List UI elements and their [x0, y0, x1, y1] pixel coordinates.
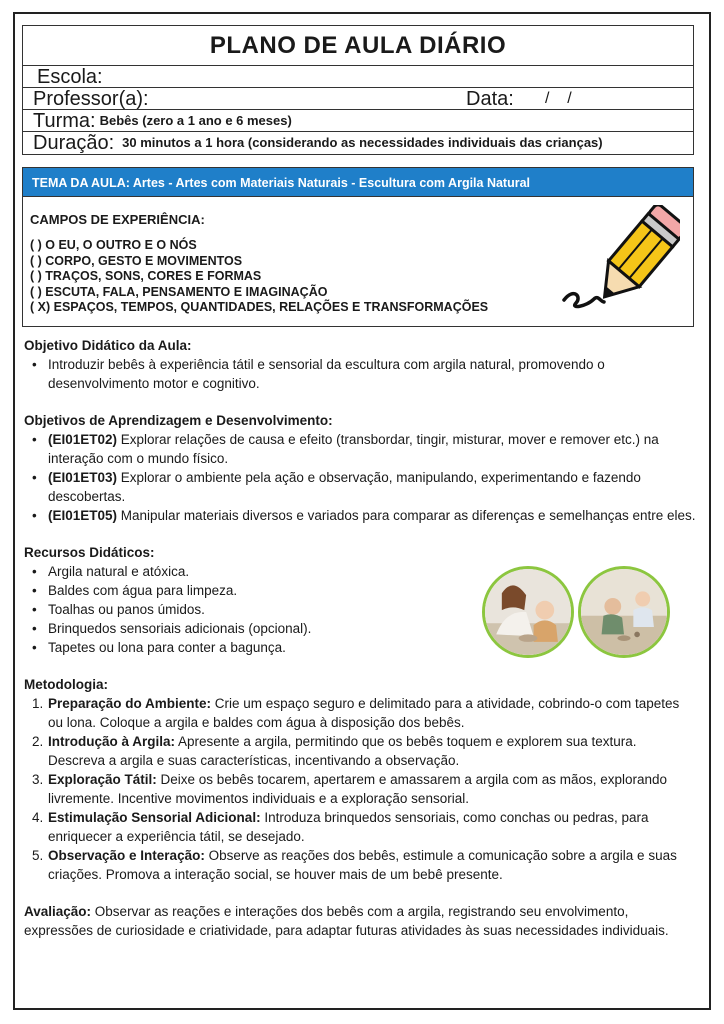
campos-title: CAMPOS DE EXPERIÊNCIA: [30, 212, 205, 227]
list-item [24, 732, 696, 770]
escola-label: Escola: [37, 66, 103, 88]
objetivos-aprendizagem-title: Objetivos de Aprendizagem e Desenvolvimento: [24, 413, 333, 428]
campo-item: ( ) TRAÇOS, SONS, CORES E FORMAS [30, 269, 262, 283]
step-lead: Exploração Tátil: [48, 772, 157, 787]
step-lead: Preparação do Ambiente: [48, 696, 212, 711]
step-lead: Estimulação Sensorial Adicional: [48, 810, 261, 825]
step-number: 4. [32, 810, 44, 825]
duracao-label: Duração: [33, 132, 115, 154]
list-item: • Argila natural e atóxica. [24, 562, 696, 581]
turma-value: Bebês (zero a 1 ano e 6 meses) [99, 113, 292, 128]
objetivos-aprendizagem-list [24, 430, 696, 525]
objective-code: (EI01ET02) [48, 432, 118, 447]
list-item [24, 808, 696, 846]
step-number: 2. [32, 734, 44, 749]
list-item [24, 506, 696, 525]
avaliacao-paragraph [24, 902, 696, 940]
photo-mother-baby [482, 566, 574, 658]
escola-row [23, 66, 693, 88]
avaliacao-lead: Avaliação: [24, 904, 92, 919]
step-lead: Introdução à Argila: [48, 734, 176, 749]
avaliacao-text: Observar as reações e interações dos bebês com a argila, registrando seu envolvimento, expressões de curiosidade e criatividade, para adaptar futuras atividades às suas necessidades individuais. [24, 904, 669, 938]
list-item: • Tapetes ou lona para conter a bagunça. [24, 638, 696, 657]
campo-item: ( X) ESPAÇOS, TEMPOS, QUANTIDADES, RELAÇÕES E TRANSFORMAÇÕES [30, 300, 489, 314]
step-lead: Observação e Interação: [48, 848, 205, 863]
campo-item: ( ) O EU, O OUTRO E O NÓS [30, 238, 197, 252]
photos-group [482, 566, 672, 656]
list-item: • Toalhas ou panos úmidos. [24, 600, 696, 619]
pencil-icon [560, 205, 680, 315]
objetivo-didatico-list [24, 355, 696, 393]
data-slashes: / / [545, 90, 572, 107]
professor-label: Professor(a): [33, 88, 149, 110]
list-item [24, 846, 696, 884]
step-number: 3. [32, 772, 44, 787]
list-item: • Baldes com água para limpeza. [24, 581, 696, 600]
list-item [24, 694, 696, 732]
photo-baby-playing [578, 566, 670, 658]
list-item [24, 770, 696, 808]
step-text: Apresente a argila, permitindo que os bebês toquem e explorem sua textura. Descreva a argila e suas características, incentivando a observação. [48, 734, 637, 768]
step-text: Deixe os bebês tocarem, apertarem e amassarem a argila com as mãos, explorando livremente. Incentive movimentos individuais e a exploração sensorial. [48, 772, 668, 806]
list-item: • Brinquedos sensoriais adicionais (opcional). [24, 619, 696, 638]
header-table [22, 25, 694, 155]
step-text: Observe as reações dos bebês, estimule a comunicação sobre a argila e suas criações. Promova a interação social, se houver mais de um bebê presente. [48, 848, 677, 882]
metodologia-list [24, 694, 696, 884]
professor-row [23, 88, 693, 110]
tema-banner: TEMA DA AULA: Artes - Artes com Materiais Naturais - Escultura com Argila Natural [22, 167, 694, 197]
objetivo-didatico-title: Objetivo Didático da Aula: [24, 338, 192, 353]
step-number: 5. [32, 848, 44, 863]
campo-item: ( ) ESCUTA, FALA, PENSAMENTO E IMAGINAÇÃO [30, 284, 328, 299]
list-item: • Introduzir bebês à experiência tátil e sensorial da escultura com argila natural, promovendo o desenvolvimento motor e cognitivo. [24, 355, 696, 393]
list-item [24, 468, 696, 506]
objective-text: Explorar relações de causa e efeito (transbordar, tingir, misturar, mover e remover etc.) na interação com o mundo físico. [48, 432, 659, 466]
objective-text: Explorar o ambiente pela ação e observação, manipulando, experimentando e fazendo descobertas. [48, 470, 641, 504]
objective-code: (EI01ET05) [48, 508, 118, 523]
step-number: 1. [32, 696, 44, 711]
data-label: Data: [466, 88, 514, 110]
turma-row [23, 110, 693, 132]
objective-code: (EI01ET03) [48, 470, 118, 485]
campo-item: ( ) CORPO, GESTO E MOVIMENTOS [30, 253, 243, 268]
page-title: PLANO DE AULA DIÁRIO [23, 26, 693, 66]
turma-label: Turma: [33, 110, 96, 132]
metodologia-title: Metodologia: [24, 677, 108, 692]
duracao-row [23, 132, 693, 154]
list-item [24, 430, 696, 468]
duracao-value: 30 minutos a 1 hora (considerando as necessidades individuais das crianças) [122, 135, 603, 150]
objective-text: Manipular materiais diversos e variados para comparar as diferenças e semelhanças entre eles. [117, 508, 696, 523]
recursos-title: Recursos Didáticos: [24, 545, 155, 560]
step-text: Introduza brinquedos sensoriais, como conchas ou pedras, para enriquecer a experiência tátil, se desejado. [48, 810, 649, 844]
step-text: Crie um espaço seguro e delimitado para a atividade, cobrindo-o com tapetes ou lona. Coloque a argila e baldes com água à disposição dos bebês. [48, 696, 680, 730]
